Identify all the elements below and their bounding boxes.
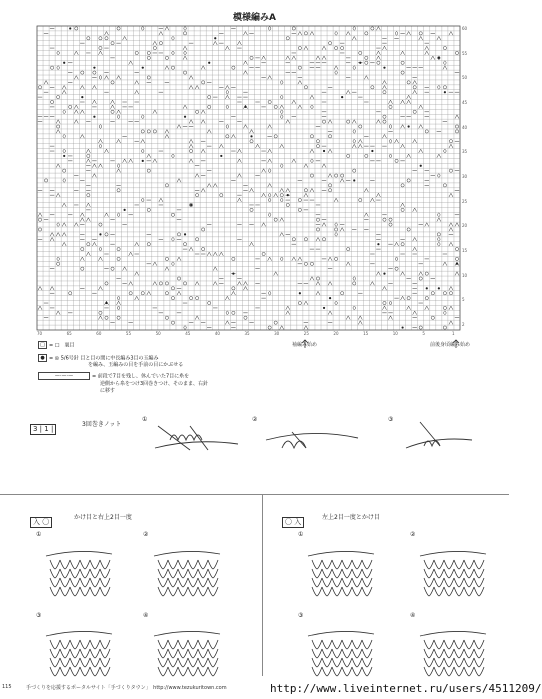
left-yo-step-4: ④	[410, 612, 416, 619]
legend-bobble: ● = ◎ 5/6号針 目と目の間に中長編み3目の玉編み	[38, 354, 298, 363]
knot-symbol-box: 3 | 1 |	[30, 416, 57, 435]
knot-step-1: ①	[142, 416, 148, 423]
row-number: 55	[462, 50, 468, 56]
left-yo-illustration-3	[306, 620, 376, 676]
start-arrow-icon	[302, 333, 308, 341]
legend-purl-symbol: □	[38, 341, 47, 349]
left-yo-step-3: ③	[298, 612, 304, 619]
legend-knot: —·—·— = 前段で7目を残し、休んでいた7目に糸を	[38, 372, 298, 381]
chart-title: 模様編みA	[233, 13, 276, 23]
legend-purl: □ = □ 裏目	[38, 341, 298, 350]
knit-fabric	[154, 551, 220, 596]
knit-fabric	[46, 631, 112, 676]
column-numbers	[37, 331, 460, 337]
chart-grid-lines	[37, 26, 460, 330]
column-number: 5	[422, 331, 425, 336]
needle	[308, 631, 374, 636]
row-number: 40	[462, 124, 468, 130]
left-yo-label: 左上2目一度とかけ目	[322, 514, 380, 521]
section-divider	[0, 494, 509, 495]
row-number: 20	[462, 223, 468, 229]
needle	[154, 551, 220, 556]
column-number: 50	[155, 331, 161, 336]
column-number: 65	[66, 331, 72, 336]
needle	[154, 631, 220, 636]
yo-right-step-1: ①	[36, 531, 42, 538]
page-number: 115	[2, 684, 12, 690]
knit-fabric	[308, 551, 374, 596]
column-number: 45	[185, 331, 191, 336]
needle	[46, 631, 112, 636]
yo-right-label: かけ目と右上2目一度	[74, 514, 132, 521]
row-number: 60	[462, 26, 468, 31]
knot-illustration-2	[262, 418, 362, 486]
column-number: 30	[274, 331, 280, 336]
row-number: 25	[462, 198, 468, 204]
row-number: 45	[462, 100, 468, 105]
row-number: 35	[462, 149, 468, 155]
column-number: 20	[333, 331, 339, 336]
needle	[308, 551, 374, 556]
legend-knot-symbol: —·—·—	[38, 372, 90, 380]
footer-url[interactable]: http://www.liveinternet.ru/users/4511209/	[270, 682, 542, 695]
needle	[420, 631, 486, 636]
start-marker: 袖編み始め	[292, 342, 318, 348]
knit-fabric	[46, 551, 112, 596]
yo-right-illustration-3	[44, 620, 114, 676]
column-divider	[262, 494, 263, 676]
yo-right-step-3: ③	[36, 612, 42, 619]
needle	[420, 551, 486, 556]
yo-right-step-4: ④	[143, 612, 149, 619]
knot-step-2: ②	[252, 416, 258, 423]
column-number: 1	[452, 331, 455, 336]
row-number: 50	[462, 75, 468, 81]
knot-illustration-3	[396, 418, 476, 486]
left-yo-step-2: ②	[410, 531, 416, 538]
column-number: 40	[214, 331, 220, 336]
knit-fabric	[154, 631, 220, 676]
column-number: 70	[37, 331, 43, 336]
center-marker: 前後身頃編み始め	[430, 342, 471, 348]
column-number: 55	[125, 331, 132, 336]
column-number: 10	[392, 331, 398, 336]
column-number: 35	[244, 331, 250, 336]
left-yo-step-1: ①	[298, 531, 304, 538]
left-yo-illustration-2	[418, 540, 488, 596]
yo-right-illustration-1	[44, 540, 114, 596]
center-arrow-icon	[453, 333, 459, 341]
knitting-chart	[37, 26, 460, 330]
knot-step-3: ③	[388, 416, 394, 423]
column-number: 15	[363, 331, 369, 336]
left-yo-symbol-box: 〇 入	[282, 509, 305, 528]
row-number: 10	[462, 272, 468, 278]
knit-fabric	[420, 551, 486, 596]
column-number: 25	[303, 331, 309, 336]
knot-label: 3回巻きノット	[82, 421, 122, 428]
knot-illustration-1	[150, 418, 242, 486]
column-number: 60	[96, 331, 102, 336]
needle	[46, 551, 112, 556]
knit-fabric	[308, 631, 374, 676]
legend: □ = □ 裏目 ● = ◎ 5/6号針 目と目の間に中長編み3目の玉編み を編み、玉編みの目を手前の目にかぶせる —·—·— = 前段で7目を残し、休んでいた7目に糸を 逆側から糸をつけ3回巻きつけ、そのまま、右針 に移す	[38, 341, 298, 395]
left-yo-illustration-4	[418, 620, 488, 676]
legend-bobble-symbol: ●	[38, 354, 47, 362]
footer-site: 手づくりを応援するポータルサイト「手づくりタウン」 http://www.tezukuritown.com	[26, 685, 227, 691]
yo-right-illustration-4	[152, 620, 222, 676]
yo-right-illustration-2	[152, 540, 222, 596]
row-number: 2	[462, 322, 465, 327]
yo-right-step-2: ②	[143, 531, 149, 538]
row-number: 15	[462, 248, 468, 253]
row-number: 30	[462, 174, 468, 179]
left-yo-illustration-1	[306, 540, 376, 596]
row-numbers	[462, 26, 476, 330]
row-number: 5	[462, 297, 465, 303]
knit-fabric	[420, 631, 486, 676]
yo-right-symbol-box: 入 〇	[30, 509, 53, 528]
